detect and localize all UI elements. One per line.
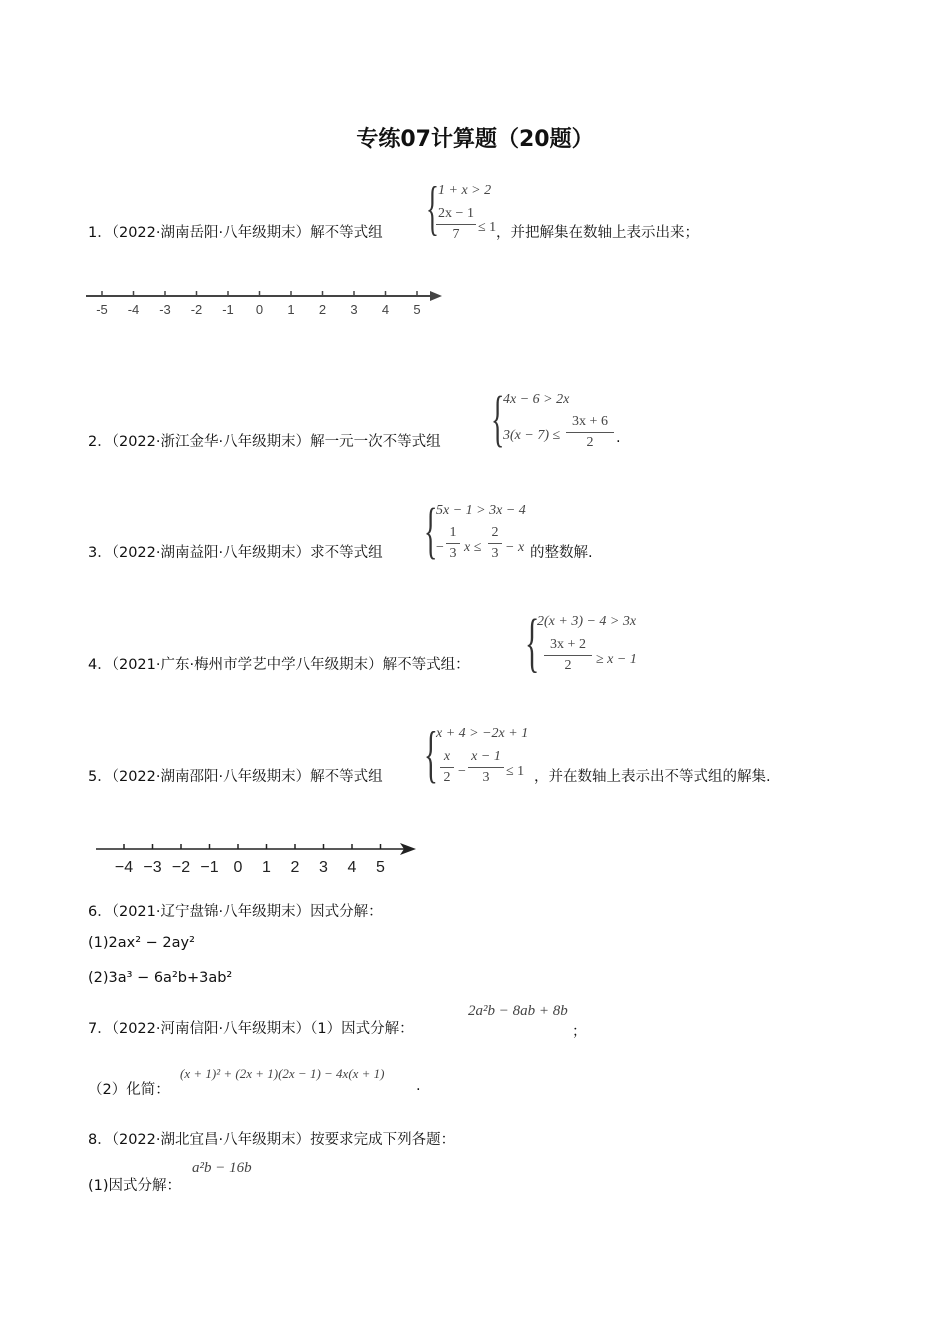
q2-fraction [566,414,614,451]
q4-line1: 2(x + 3) − 4 > 3x [537,614,637,629]
q2-brace: { [491,385,505,453]
axis-tick-label: 3 [319,859,328,876]
axis-tick-label: −1 [200,859,219,876]
axis-tick-label: 4 [381,302,390,317]
axis-tick-label: -4 [127,302,140,317]
q4-prefix: 4．（2021·广东·梅州市学艺中学八年级期末）解不等式组： [88,657,470,673]
q5-frac2-num: x − 1 [471,749,501,764]
q5-minus: − [458,764,466,779]
axis-tick-label: 2 [290,859,300,876]
q1-frac-num: 2x − 1 [438,206,474,221]
q5-brace: { [424,718,438,789]
q3-neg: − [436,540,444,555]
q7-expr2: (x + 1)² + (2x + 1)(2x − 1) − 4x(x + 1) [180,1066,385,1081]
axis-tick-label: -3 [159,302,171,317]
q6-part1: (1)2ax² − 2ay² [88,935,195,951]
q2-line2-left: 3(x − 7) ≤ [503,428,561,443]
axis-tick-label: 2 [318,302,327,317]
axis-tick-label: −2 [171,859,191,876]
q4-fraction [544,637,592,674]
q1-line1: 1 + x > 2 [438,183,492,198]
q2-prefix: 2．（2022·浙江金华·八年级期末）解一元一次不等式组 [88,434,441,450]
q3-fraction-1 [446,525,460,562]
q3-frac2-den: 3 [491,546,499,561]
q5-suffix: ，并在数轴上表示出不等式组的解集. [534,769,771,785]
axis-tick-label: -1 [222,302,234,317]
q3-line1: 5x − 1 > 3x − 4 [436,503,526,518]
axis-tick-label: 5 [413,302,421,317]
q3-fraction-2 [488,525,502,562]
q6-part2: (2)3a³ − 6a²b+3ab² [88,970,233,986]
axis-tick-label: −4 [114,859,134,876]
axis-tick-label: -5 [96,302,108,317]
axis-tick-label: 4 [347,859,357,876]
q5-fraction-1 [440,749,454,786]
q4-frac-num: 3x + 2 [550,637,586,652]
q8-part1-label: (1)因式分解： [88,1178,182,1194]
page-title: 专练07计算题（20题） [356,127,594,152]
q3-frac2-num: 2 [491,525,499,540]
q6-stem: 6．（2021·辽宁盘锦·八年级期末）因式分解： [88,904,383,920]
q3-tail: − x [505,540,525,555]
q5-line1: x + 4 > −2x + 1 [436,726,529,741]
q1-rel: ≤ 1 [478,220,497,235]
q1-prefix: 1．（2022·湖南岳阳·八年级期末）解不等式组 [88,225,383,241]
q5-number-line [90,838,420,878]
q5-frac1-num: x [443,749,451,764]
q7-part2-label: （2）化简： [88,1082,170,1098]
q7-stem: 7．（2022·河南信阳·八年级期末）（1）因式分解： [88,1021,414,1037]
q4-rel: ≥ x − 1 [596,652,637,667]
axis-tick-label: 1 [262,859,271,876]
axis-tick-label: -2 [190,302,203,317]
axis-tick-label: 0 [255,302,264,317]
axis-tick-label: 0 [233,859,243,876]
q5-prefix: 5．（2022·湖南邵阳·八年级期末）解不等式组 [88,769,383,785]
q1-brace: { [426,175,439,241]
q4-brace: { [525,606,540,679]
q8-stem: 8．（2022·湖北宜昌·八年级期末）按要求完成下列各题： [88,1132,456,1148]
q3-mid: x ≤ [464,540,482,555]
q2-suffix: . [616,430,621,446]
q7-end1: ； [572,1024,587,1040]
q3-prefix: 3．（2022·湖南益阳·八年级期末）求不等式组 [88,545,383,561]
q7-end2: . [416,1078,421,1094]
q4-frac-den: 2 [564,658,572,673]
q1-suffix: ，并把解集在数轴上表示出来； [496,225,699,241]
q3-frac1-num: 1 [449,525,457,540]
axis-tick-label: −3 [143,859,162,876]
q3-suffix: 的整数解. [530,545,593,561]
q5-frac1-den: 2 [443,770,451,785]
q5-fraction-2 [468,749,504,786]
q5-rel: ≤ 1 [506,764,525,779]
q5-frac2-den: 3 [482,770,490,785]
q2-line1: 4x − 6 > 2x [503,392,570,407]
q1-number-line [80,284,450,320]
q1-fraction [436,206,476,243]
q3-frac1-den: 3 [449,546,457,561]
q3-brace: { [424,497,438,565]
axis-tick-label: 3 [350,302,358,317]
q2-frac-den: 2 [586,435,594,450]
q1-frac-den: 7 [452,227,460,242]
q8-expr1: a²b − 16b [192,1160,252,1176]
q7-expr1: 2a²b − 8ab + 8b [468,1003,568,1019]
axis-tick-label: 5 [376,859,385,876]
q2-frac-num: 3x + 6 [572,414,608,429]
axis-tick-label: 1 [287,302,295,317]
